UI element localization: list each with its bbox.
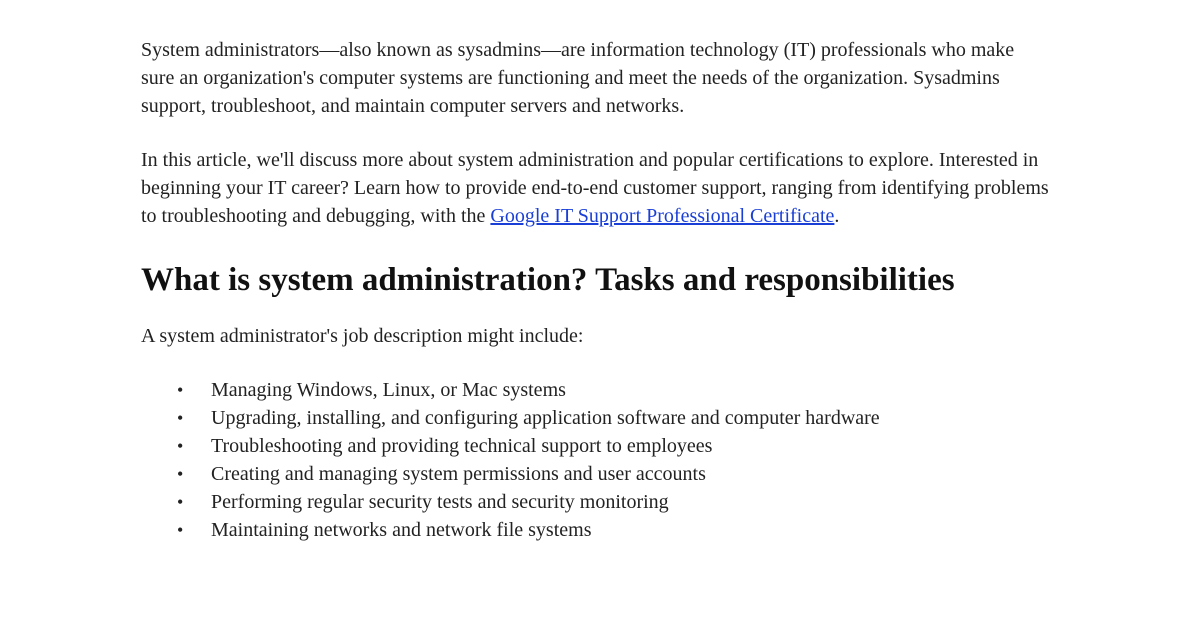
intro-paragraph: System administrators—also known as sysadmins—are information technology (IT) professionals who make sure an organization's computer systems are functioning and meet the needs of the organization. Sysadmins support, troubleshoot, and maintain computer servers and networks. [141, 39, 1015, 117]
list-item-text: Troubleshooting and providing technical support to employees [211, 435, 713, 457]
list-item [177, 516, 1051, 544]
list-item [177, 432, 1051, 460]
list-item-text: Maintaining networks and network file systems [211, 519, 592, 541]
overview-period: . [834, 205, 840, 227]
bullet-icon: • [177, 408, 184, 428]
section-heading: What is system administration? Tasks and responsibilities [141, 262, 955, 298]
article-overview-paragraph [141, 146, 1051, 230]
list-item [177, 376, 1051, 404]
bullet-icon: • [177, 464, 184, 484]
list-item [177, 404, 1051, 432]
article-body [141, 36, 1051, 544]
bullet-icon: • [177, 492, 184, 512]
list-item [177, 460, 1051, 488]
list-item-text: Managing Windows, Linux, or Mac systems [211, 379, 566, 401]
duties-list [141, 376, 1051, 544]
bullet-icon: • [177, 520, 184, 540]
list-item-text: Performing regular security tests and security monitoring [211, 491, 669, 513]
overview-text: In this article, we'll discuss more about system administration and popular certifications to explore. Interested in beginning your IT career? Learn how to provide end-to-end customer support, ranging from identifying problems to troubleshooting and debugging, with the [141, 149, 1049, 227]
bullet-icon: • [177, 436, 184, 456]
list-item-text: Upgrading, installing, and configuring application software and computer hardware [211, 407, 880, 429]
list-intro: A system administrator's job description might include: [141, 325, 584, 347]
bullet-icon: • [177, 380, 184, 400]
list-item-text: Creating and managing system permissions and user accounts [211, 463, 706, 485]
list-item [177, 488, 1051, 516]
google-it-support-certificate-link[interactable]: Google IT Support Professional Certificate [490, 205, 835, 227]
